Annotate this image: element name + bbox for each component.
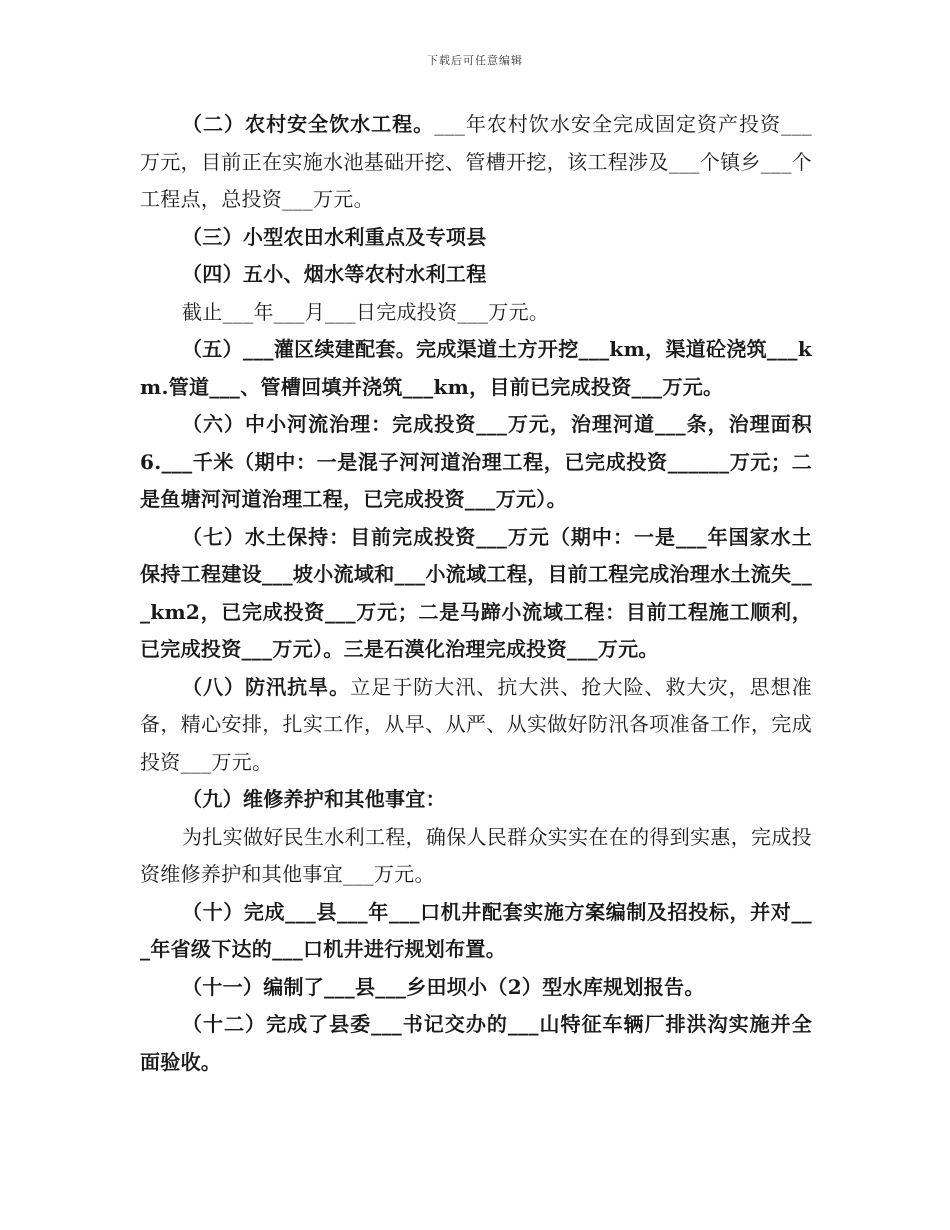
paragraph-heading: （六）中小河流治理：完成投资___万元，治理河道___条，治理面积6.___千米（期中：一是混子河河道治理工程，已完成投资______万元；二是鱼塘河河道治理工程，已完成投资___万元）。 <box>140 412 812 511</box>
paragraph-reservoir-report <box>140 969 812 1007</box>
paragraph-investment-deadline <box>140 294 812 332</box>
paragraph-soil-conservation <box>140 519 812 669</box>
paragraph-text: ___年农村饮水安全完成固定资产投资___万元，目前正在实施水池基础开挖、管槽开挖，该工程涉及___个镇乡___个工程点，总投资___万元。 <box>140 112 812 211</box>
paragraph-heading: （八）防汛抗旱。 <box>182 674 351 699</box>
paragraph-irrigation-area <box>140 331 812 406</box>
paragraph-heading: （五）___灌区续建配套。完成渠道土方开挖___km，渠道砼浇筑___km.管道___、管槽回填并浇筑___km，目前已完成投资___万元。 <box>140 337 812 399</box>
paragraph-heading: （四）五小、烟水等农村水利工程 <box>182 262 487 286</box>
paragraph-heading: （七）水土保持：目前完成投资___万元（期中：一是___年国家水土保持工程建设___坡小流域和___小流域工程，目前工程完成治理水土流失___km2，已完成投资___万元；二是马蹄小流域工程：目前工程施工顺利，已完成投资___万元）。三是石漠化治理完成投资___万元。 <box>140 524 812 661</box>
document-body <box>140 106 812 1081</box>
paragraph-maintenance-heading <box>140 781 812 819</box>
paragraph-maintenance-text <box>140 819 812 894</box>
paragraph-heading: （二）农村安全饮水工程。 <box>182 112 435 136</box>
paragraph-rural-drinking-water <box>140 106 812 219</box>
paragraph-drainage-ditch <box>140 1006 812 1081</box>
paragraph-well-planning <box>140 894 812 969</box>
paragraph-text: 为扎实做好民生水利工程，确保人民群众实实在在的得到实惠，完成投资维修养护和其他事宜___万元。 <box>140 824 812 886</box>
paragraph-river-management <box>140 406 812 519</box>
paragraph-text: 截止___年___月___日完成投资___万元。 <box>182 299 550 324</box>
paragraph-heading: （九）维修养护和其他事宜： <box>182 787 446 811</box>
page-header: 下载后可任意编辑 <box>427 54 523 67</box>
paragraph-heading: （十二）完成了县委___书记交办的___山特征车辆厂排洪沟实施并全面验收。 <box>140 1012 812 1074</box>
paragraph-heading: （三）小型农田水利重点及专项县 <box>182 224 487 249</box>
paragraph-heading: （十一）编制了___县___乡田坝小（2）型水库规划报告。 <box>182 974 705 999</box>
paragraph-text: 立足于防大汛、抗大洪、抢大险、救大灾，思想准备，精心安排，扎实工作，从早、从严、从实做好防汛各项准备工作，完成投资___万元。 <box>140 674 812 774</box>
paragraph-five-small-projects <box>140 256 812 294</box>
paragraph-small-farmland-water <box>140 219 812 257</box>
paragraph-flood-drought-control <box>140 669 812 782</box>
paragraph-heading: （十）完成___县___年___口机井配套实施方案编制及招投标，并对___年省级下达的___口机井进行规划布置。 <box>140 899 812 961</box>
